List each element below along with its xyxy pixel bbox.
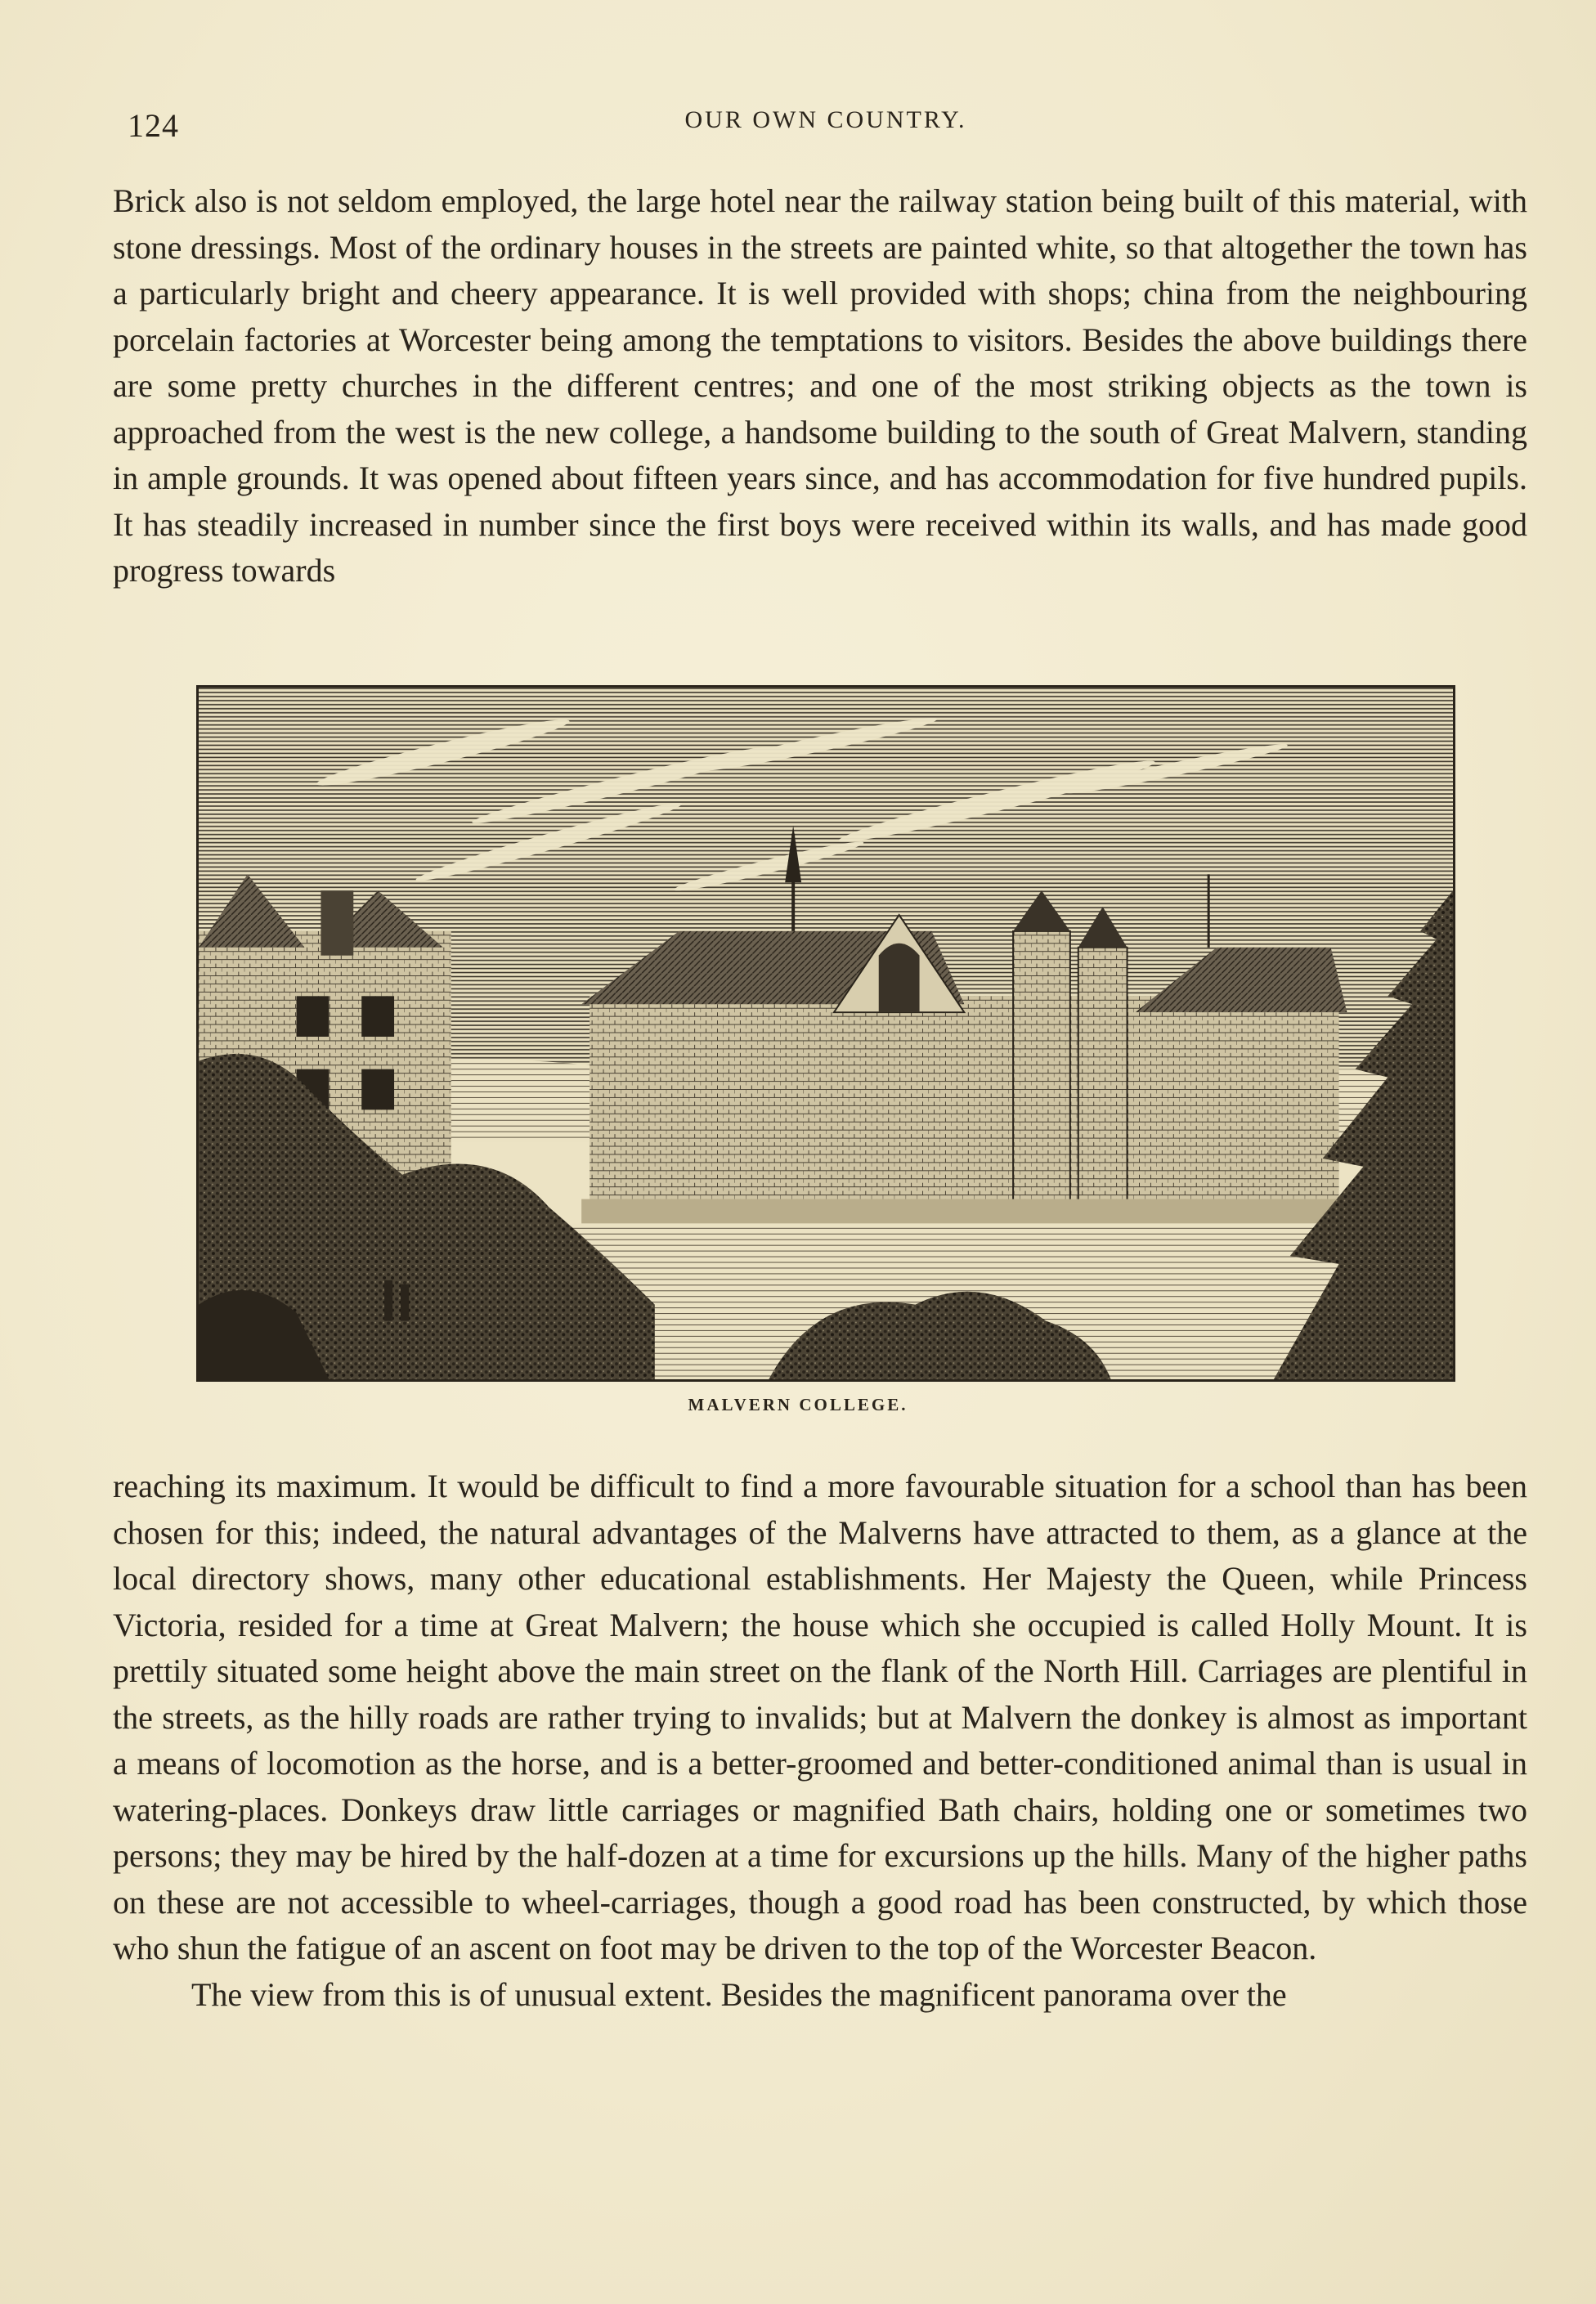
body-text-bottom: [113, 1464, 1527, 2018]
body-text-top: [113, 178, 1527, 594]
engraving-illustration: [196, 685, 1455, 1382]
page-number: 124: [128, 107, 179, 144]
paragraph: reaching its maximum. It would be difficult to find a more favourable situation for a school than has been chosen for this; indeed, the natural advantages of the Malverns have attracted to them, as a glance at the local directory shows, many other educational establishments. Her Majesty the Queen, while Princess Victoria, resided for a time at Great Malvern; the house which she occupied is called Holly Mount. It is prettily situated some height above the main street on the flank of the North Hill. Carriages are plentiful in the streets, as the hilly roads are rather trying to invalids; but at Malvern the donkey is almost as important a means of locomotion as the horse, and is a better-groomed and better-conditioned animal than is usual in watering-places. Donkeys draw little carriages or magnified Bath chairs, holding one or sometimes two persons; they may be hired by the half-dozen at a time for excursions up the hills. Many of the higher paths on these are not accessible to wheel-carriages, though a good road has been constructed, by which those who shun the fatigue of an ascent on foot may be driven to the top of the Worcester Beacon.: [113, 1468, 1527, 1966]
engraving-image: [199, 688, 1453, 1379]
figure-caption: MALVERN COLLEGE.: [688, 1395, 908, 1414]
page-header: [123, 96, 1529, 146]
paragraph: Brick also is not seldom employed, the large hotel near the railway station being built of this material, with stone dressings. Most of the ordinary houses in the streets are painted white, so that altogether the town has a particularly bright and cheery appearance. It is well provided with shops; china from the neighbouring porcelain factories at Worcester being among the temptations to visitors. Besides the above buildings there are some pretty churches in the different centres; and one of the most striking objects as the town is approached from the west is the new college, a handsome building to the south of Great Malvern, standing in ample grounds. It was opened about fifteen years since, and has accommodation for five hundred pupils. It has steadily increased in number since the first boys were received within its walls, and has made good progress towards: [113, 182, 1527, 589]
paragraph: The view from this is of unusual extent. Besides the magnificent panorama over the: [191, 1975, 1287, 2013]
running-title: OUR OWN COUNTRY.: [684, 106, 967, 133]
